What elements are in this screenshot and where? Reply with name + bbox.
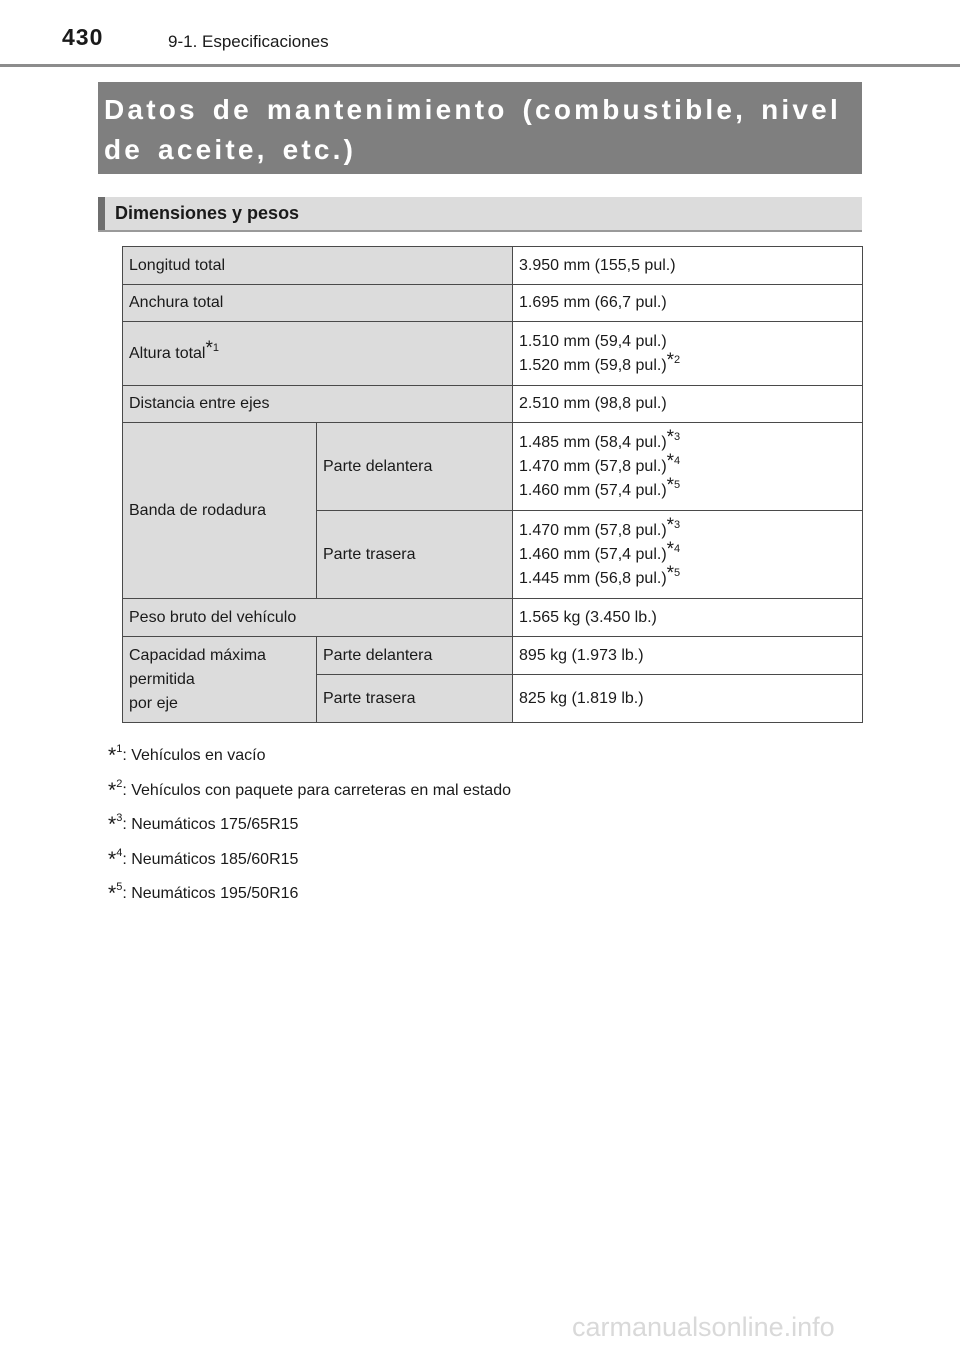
footnote-ref [205, 337, 220, 359]
value-line [519, 562, 856, 591]
value-text: 1.460 mm (57,4 pul.) [519, 545, 667, 563]
footnote-text: : Neumáticos 175/65R15 [122, 816, 299, 833]
row-value: 895 kg (1.973 lb.) [513, 637, 863, 675]
footnote-ref [666, 538, 681, 560]
sub-label: Parte trasera [317, 675, 513, 723]
footnote [108, 836, 511, 871]
row-label [123, 322, 513, 386]
footnote-ref-number: 5 [674, 566, 681, 579]
row-label: Banda de rodadura [123, 423, 317, 599]
page-title [104, 90, 862, 170]
value-text: 1.470 mm (57,8 pul.) [519, 521, 667, 539]
footnote-asterisk: * [666, 426, 675, 448]
value-line [519, 514, 856, 543]
footnote-asterisk: * [666, 562, 675, 584]
value-text: 1.445 mm (56,8 pul.) [519, 569, 667, 587]
footnote-asterisk: * [108, 744, 117, 767]
footnote-text: : Vehículos en vacío [122, 747, 266, 764]
footnote-ref-number: 4 [674, 542, 681, 555]
row-value: 3.950 mm (155,5 pul.) [513, 247, 863, 285]
sub-label: Parte delantera [317, 637, 513, 675]
value-line: 1.510 mm (59,4 pul.) [519, 332, 667, 350]
footnote [108, 767, 511, 802]
table-row [123, 285, 863, 322]
table-row [123, 386, 863, 423]
value-text: 1.520 mm (59,8 pul.) [519, 356, 667, 374]
header-rule [0, 64, 960, 67]
footnote [108, 801, 511, 836]
footnote-ref-number: 3 [674, 518, 681, 531]
value-line [519, 450, 856, 479]
label-line: Capacidad máxima [129, 646, 266, 664]
row-value [513, 511, 863, 599]
row-value: 825 kg (1.819 lb.) [513, 675, 863, 723]
value-line [519, 349, 856, 378]
footnote-ref-number: 2 [674, 353, 681, 366]
value-line [519, 426, 856, 455]
section-heading-bar [98, 197, 105, 230]
footnote-text: : Neumáticos 195/50R16 [122, 885, 299, 902]
row-label: Peso bruto del vehículo [123, 599, 513, 637]
sub-label: Parte delantera [317, 423, 513, 511]
spec-table [122, 246, 863, 723]
label-line: por eje [129, 694, 178, 712]
footnote-asterisk: * [666, 474, 675, 496]
table-row [123, 423, 863, 511]
section-heading [98, 197, 862, 232]
footnote-asterisk: * [108, 778, 117, 802]
footnote-asterisk: * [666, 514, 675, 536]
value-text: 1.470 mm (57,8 pul.) [519, 457, 667, 475]
footnote-ref-number: 1 [212, 341, 220, 354]
footnote-ref [666, 562, 681, 584]
row-label: Distancia entre ejes [123, 386, 513, 423]
footnote-number: 4 [116, 846, 123, 859]
title-banner [98, 82, 862, 174]
footnote-ref-number: 3 [674, 430, 681, 443]
page-title-line2: de aceite, etc.) [104, 134, 357, 165]
footnote-ref-number: 4 [674, 454, 681, 467]
value-line [519, 538, 856, 567]
section-heading-text: Dimensiones y pesos [115, 203, 300, 223]
footnote-asterisk: * [666, 450, 675, 472]
footnote-ref-number: 5 [674, 478, 681, 491]
watermark: carmanualsonline.info [572, 1312, 835, 1342]
footnote-asterisk: * [108, 813, 117, 836]
footnote-asterisk: * [666, 538, 675, 560]
footnote-ref [666, 474, 681, 496]
table-row [123, 322, 863, 386]
footnote-ref [666, 514, 681, 536]
footnote-ref [666, 426, 681, 448]
footnote-asterisk: * [666, 349, 675, 371]
table-row [123, 247, 863, 285]
label-text: Altura total [129, 344, 206, 362]
footnote [108, 732, 511, 767]
value-line [519, 474, 856, 503]
footnote-number: 3 [116, 812, 123, 824]
section-label: 9-1. Especificaciones [168, 32, 329, 51]
row-value: 2.510 mm (98,8 pul.) [513, 386, 863, 423]
footnote [108, 870, 511, 905]
value-text: 1.485 mm (58,4 pul.) [519, 433, 667, 451]
footnote-number: 5 [116, 881, 123, 893]
footnotes [108, 732, 511, 905]
value-text: 1.460 mm (57,4 pul.) [519, 481, 667, 499]
footnote-text: : Neumáticos 185/60R15 [122, 850, 299, 868]
row-value [513, 423, 863, 511]
row-value [513, 322, 863, 386]
footnote-asterisk: * [108, 847, 117, 871]
page-number: 430 [62, 24, 104, 50]
row-value: 1.565 kg (3.450 lb.) [513, 599, 863, 637]
row-label: Longitud total [123, 247, 513, 285]
row-label [123, 637, 317, 723]
footnote-ref [666, 450, 681, 472]
label-line: permitida [129, 670, 195, 688]
footnote-number: 2 [116, 777, 123, 790]
page-title-line1: Datos de mantenimiento (combustible, nivel [104, 94, 841, 125]
footnote-ref [666, 349, 681, 371]
table-row [123, 637, 863, 675]
row-label: Anchura total [123, 285, 513, 322]
footnote-asterisk: * [108, 882, 117, 905]
footnote-text: : Vehículos con paquete para carreteras en mal estado [122, 781, 511, 799]
sub-label: Parte trasera [317, 511, 513, 599]
footnote-number: 1 [116, 743, 123, 755]
row-value: 1.695 mm (66,7 pul.) [513, 285, 863, 322]
table-row [123, 599, 863, 637]
footnote-asterisk: * [205, 337, 213, 359]
